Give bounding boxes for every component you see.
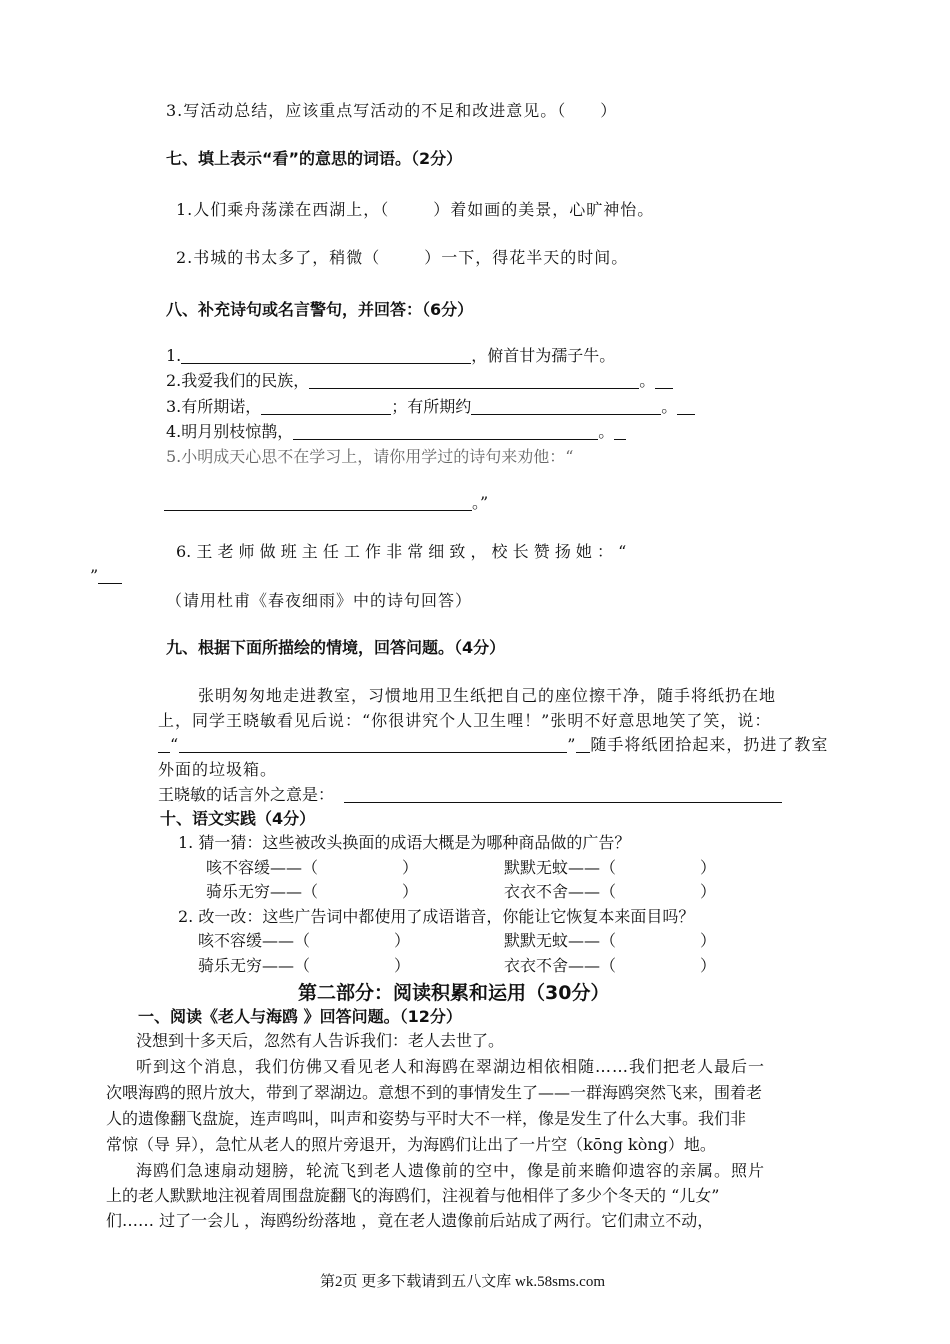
reading-line: 听到这个消息，我们仿佛又看见老人和海鸥在翠湖边相依相随……我们把老人最后一 [136, 1057, 766, 1076]
sec8-item-5: 5.小明成天心思不在学习上，请你用学过的诗句来劝他：“ [166, 447, 574, 466]
sec8-item-3-mid: ；有所期约 [391, 397, 472, 416]
sec10-q1-item [504, 857, 716, 879]
fill-blank[interactable] [344, 786, 782, 803]
sec8-item-2 [166, 370, 673, 392]
sec8-item-1-num: 1. [166, 346, 182, 365]
fill-blank[interactable] [98, 567, 122, 584]
fill-blank[interactable] [261, 398, 391, 415]
sec8-item-6-note: （请用杜甫《春夜细雨》中的诗句回答） [166, 591, 473, 610]
close-paren: ） [700, 931, 717, 950]
sec8-item-1 [166, 345, 615, 367]
page-footer: 第2页 更多下载请到五八文库 wk.58sms.com [320, 1274, 606, 1290]
sec8-item-6-end: ” [90, 566, 99, 585]
fill-blank-tail [677, 398, 695, 415]
fill-blank[interactable] [309, 372, 639, 389]
close-paren: ） [700, 858, 717, 877]
question-3 [166, 100, 617, 122]
fill-blank[interactable] [471, 398, 661, 415]
fill-blank[interactable] [293, 423, 598, 440]
close-paren: ） [700, 882, 717, 901]
sec8-item-4-before: 4.明月别枝惊鹊， [166, 422, 294, 441]
sec8-item-2-before: 2.我爱我们的民族， [166, 371, 310, 390]
sec8-item-3-end: 。 [661, 397, 678, 416]
fill-blank[interactable] [164, 494, 472, 511]
sec8-item-3 [166, 396, 695, 418]
sec10-q2-item [504, 955, 716, 977]
sec10-q1-item [206, 881, 418, 903]
sec10-q1-item-text: 咳不容缓——（ [206, 858, 319, 877]
answer-paren: （ ） [557, 101, 618, 120]
sec10-q2-item [504, 930, 716, 952]
sec10-q2-item-text: 默默无蚊——（ [504, 931, 617, 950]
sec9-close-quote: ” [567, 735, 577, 754]
sec7-item-2-before: 2.书城的书太多了，稍微（ [176, 248, 381, 267]
sec10-q2-item-text: 衣衣不舍——（ [504, 956, 617, 975]
sec10-question-2: 2. 改一改：这些广告词中都使用了成语谐音，你能让它恢复本来面目吗？ [178, 907, 695, 926]
sec8-item-6-answer [90, 565, 122, 587]
fill-blank[interactable] [179, 736, 567, 753]
sec8-item-4-end: 。 [598, 422, 615, 441]
reading-line: 人的遗像翻飞盘旋，连声鸣叫，叫声和姿势与平时大不一样，像是发生了什么大事。我们非 [106, 1109, 747, 1128]
close-paren: ） [700, 956, 717, 975]
sec10-q2-item-text: 咳不容缓——（ [198, 931, 311, 950]
sec10-q2-item [198, 955, 410, 977]
sec8-item-4 [166, 421, 626, 443]
close-paren: ） [402, 882, 419, 901]
sec9-paragraph-line: 外面的垃圾箱。 [158, 760, 278, 779]
reading-heading: 一、阅读《老人与海鸥 》回答问题。（12分） [138, 1007, 462, 1026]
sec9-paragraph-line: 上，同学王晓敏看见后说：“你很讲究个人卫生哩！”张明不好意思地笑了笑，说： [158, 711, 772, 730]
sec8-item-5-end: 。” [472, 493, 489, 512]
sec10-q1-item-text: 默默无蚊——（ [504, 858, 617, 877]
reading-line: 们…… 过了一会儿 ，海鸥纷纷落地 ，竟在老人遗像前后站成了两行。它们肃立不动， [106, 1211, 714, 1230]
close-paren: ） [394, 931, 411, 950]
sec9-paragraph-line [158, 734, 828, 756]
section-10-heading: 十、语文实践（4分） [160, 809, 316, 828]
sec7-item-2 [176, 247, 628, 269]
reading-line: 次喂海鸥的照片放大，带到了翠湖边。意想不到的事情发生了——一群海鸥突然飞来，围着老 [106, 1083, 763, 1102]
sec8-item-2-end: 。 [639, 371, 656, 390]
reading-line: 海鸥们急速扇动翅膀，轮流飞到老人遗像前的空中，像是前来瞻仰遗容的亲属。照片 [136, 1161, 766, 1180]
reading-line: 常惊（导 异），急忙从老人的照片旁退开，为海鸥们让出了一片空（kōng kòng）地。 [106, 1135, 716, 1154]
fill-blank[interactable] [181, 347, 471, 364]
part-2-title: 第二部分：阅读积累和运用（30分） [298, 982, 610, 1004]
sec7-item-1-after: ）着如画的美景，心旷神怡。 [433, 200, 655, 219]
sec8-item-1-after: ，俯首甘为孺子牛。 [471, 346, 616, 365]
sec10-q2-item [198, 930, 410, 952]
sec7-item-2-after: ）一下，得花半天的时间。 [424, 248, 629, 267]
fill-blank-tail [655, 372, 673, 389]
fill-blank-lead [158, 736, 170, 753]
sec8-item-5-answer [164, 492, 488, 514]
sec10-question-1: 1. 猜一猜：这些被改头换面的成语大概是为哪种商品做的广告？ [178, 833, 631, 852]
fill-blank-tail [614, 423, 626, 440]
sec10-q1-item [504, 881, 716, 903]
reading-line: 上的老人默默地注视着周围盘旋翻飞的海鸥们，注视着与他相伴了多少个冬天的 “儿女” [106, 1186, 720, 1205]
reading-line: 没想到十多天后，忽然有人告诉我们：老人去世了。 [136, 1031, 505, 1050]
sec10-q1-item [206, 857, 418, 879]
sec10-q1-item-text: 骑乐无穷——（ [206, 882, 319, 901]
close-paren: ） [394, 956, 411, 975]
section-7-heading: 七、填上表示“看”的意思的词语。（2分） [166, 149, 463, 168]
sec9-question-text: 王晓敏的话言外之意是： [158, 785, 335, 804]
section-8-heading: 八、补充诗句或名言警句，并回答：（6分） [166, 300, 474, 319]
fill-blank-tail [576, 736, 590, 753]
section-9-heading: 九、根据下面所描绘的情境，回答问题。（4分） [166, 638, 506, 657]
sec10-q2-item-text: 骑乐无穷——（ [198, 956, 311, 975]
sec9-line-3-after: 随手将纸团拾起来，扔进了教室 [590, 735, 829, 754]
sec8-item-3-before: 3.有所期诺， [166, 397, 262, 416]
sec9-open-quote: “ [170, 735, 180, 754]
sec7-item-1-before: 1.人们乘舟荡漾在西湖上，（ [176, 200, 390, 219]
sec8-item-6: 6. 王 老 师 做 班 主 任 工 作 非 常 细 致 ， 校 长 赞 扬 她 ： “ [176, 542, 627, 561]
close-paren: ） [402, 858, 419, 877]
sec10-q1-item-text: 衣衣不舍——（ [504, 882, 617, 901]
sec9-question [158, 784, 782, 806]
sec9-paragraph-line: 张明匆匆地走进教室，习惯地用卫生纸把自己的座位擦干净，随手将纸扔在地 [198, 686, 777, 705]
sec7-item-1 [176, 199, 654, 221]
question-3-text: 3.写活动总结，应该重点写活动的不足和改进意见。 [166, 101, 558, 120]
